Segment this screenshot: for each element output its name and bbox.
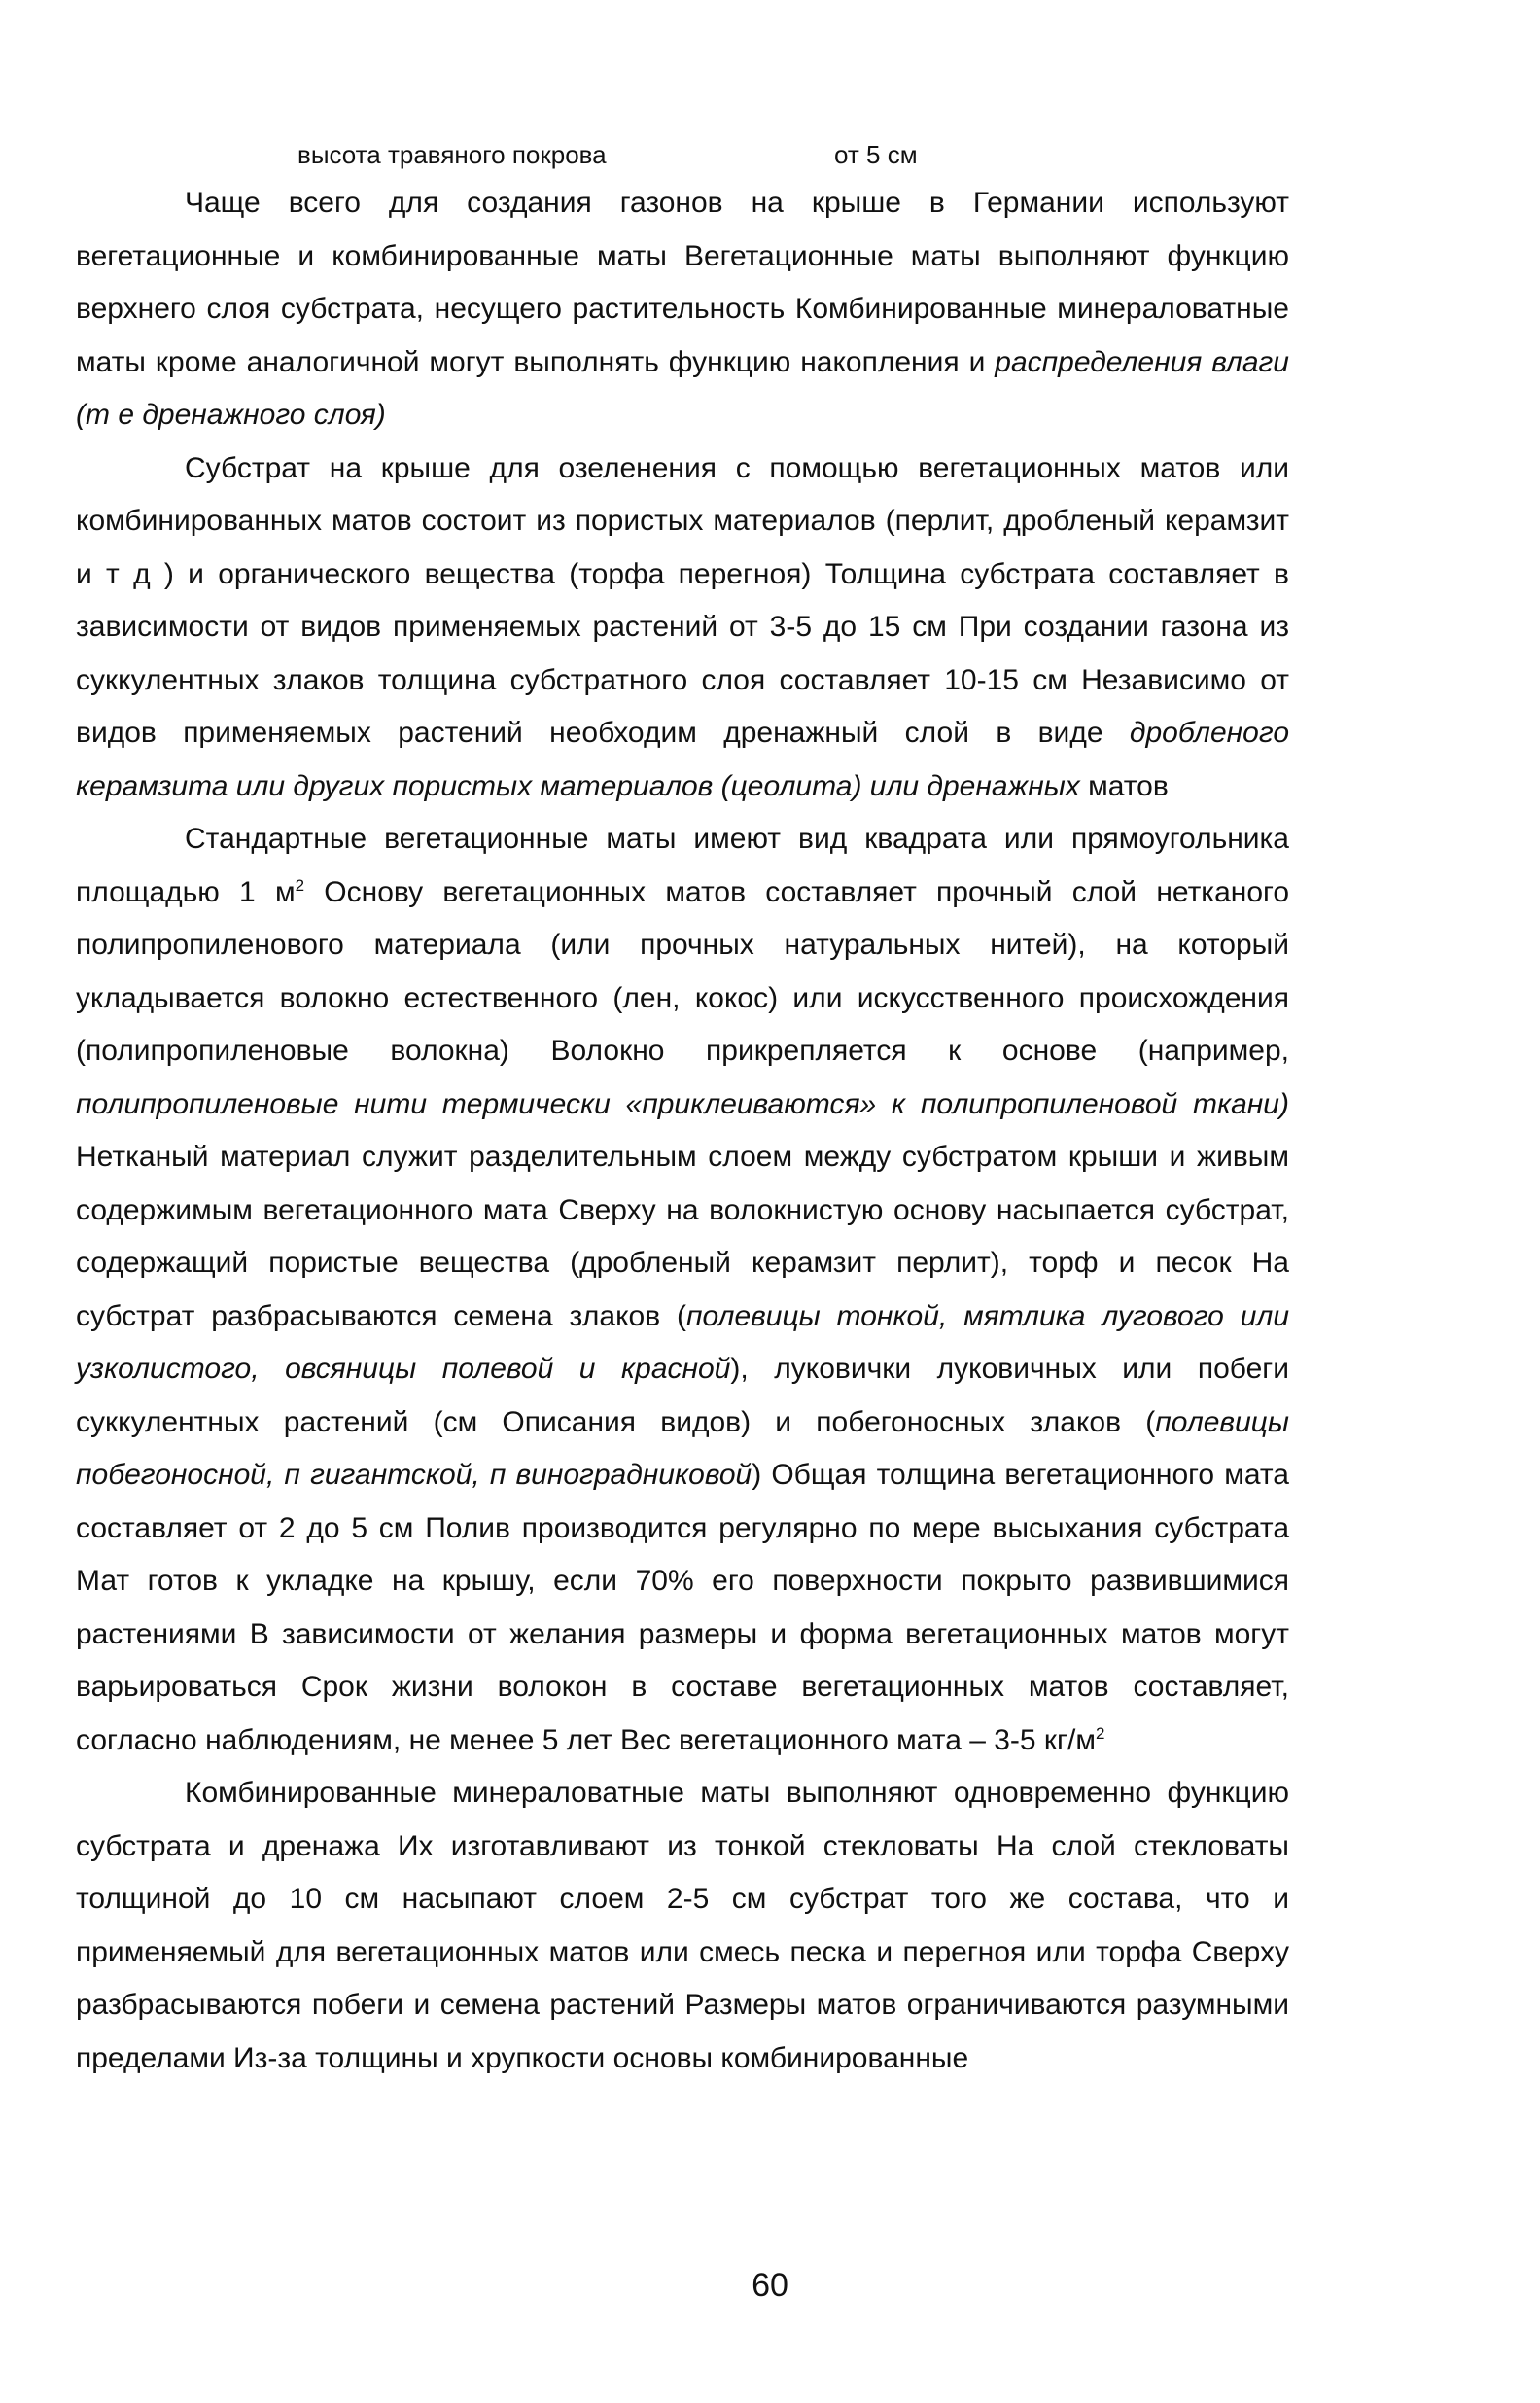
text-segment: Нетканый материал служит разделительным слоем между субстратом крыши и живым содержимым вегетационного мата Сверху на волокнистую основу насыпается субстрат, содержащий пористые вещества (дробленый керамзит перлит), торф и песок На субстрат разбрасываются семена злаков ( bbox=[76, 1141, 1289, 1332]
text-segment-italic: полипропиленовые нити термически «приклеиваются» к полипропиленовой ткани) bbox=[76, 1087, 1289, 1120]
superscript: 2 bbox=[1095, 1723, 1105, 1743]
text-segment: ) Общая толщина вегетационного мата составляет от 2 до 5 см Полив производится регулярно по мере высыхания субстрата Мат готов к укладке на крышу, если 70% его поверхности покрыто развившимися растениями В зависимости от желания размеры и форма вегетационных матов могут варьироваться Срок жизни волокон в составе вегетационных матов составляет, согласно наблюдениям, не менее 5 лет Вес вегетационного мата – 3-5 кг/м bbox=[76, 1459, 1289, 1756]
paragraph bbox=[76, 442, 1289, 814]
header-label: высота травяного покрова bbox=[298, 140, 607, 169]
paragraph bbox=[76, 813, 1289, 1767]
text-segment: Чаще всего для создания газонов на крыше в Германии используют вегетационные и комбинированные маты Вегетационные маты выполняют функцию верхнего слоя субстрата, несущего растительность Комбинированные минераловатные маты кроме аналогичной могут выполнять функцию накопления и bbox=[76, 187, 1289, 378]
text-segment: матов bbox=[1079, 769, 1169, 802]
document-body bbox=[76, 128, 1289, 2085]
text-segment-italic: дробленого керамзита или других пористых материалов (цеолита) или дренажных bbox=[76, 717, 1289, 802]
superscript: 2 bbox=[295, 875, 305, 895]
text-segment: Субстрат на крыше для озеленения с помощью вегетационных матов или комбинированных матов состоит из пористых материалов (перлит, дробленый керамзит и т д ) и органического вещества (торфа перегноя) Толщина субстрата составляет в зависимости от видов применяемых растений от 3-5 до 15 см При создании газона из суккулентных злаков толщина субстратного слоя составляет 10-15 см Независимо от видов применяемых растений необходим дренажный слой в виде bbox=[76, 451, 1289, 749]
text-segment-italic: распределения влаги (т е дренажного слоя) bbox=[76, 345, 1289, 431]
page-number: 60 bbox=[752, 2267, 788, 2304]
paragraph bbox=[76, 177, 1289, 442]
text-segment-italic: полевицы побегоносной, п гигантской, п виноградниковой bbox=[76, 1405, 1289, 1491]
text-segment-italic: полевицы тонкой, мятлика лугового или узколистого, овсяницы полевой и красной bbox=[76, 1299, 1289, 1385]
text-segment: Стандартные вегетационные маты имеют вид квадрата или прямоугольника площадью 1 м bbox=[76, 823, 1289, 908]
text-segment: ), луковички луковичных или побеги суккулентных растений (см Описания видов) и побегоносных злаков ( bbox=[76, 1353, 1289, 1438]
paragraph bbox=[76, 1767, 1289, 2085]
text-segment: Основу вегетационных матов составляет прочный слой нетканого полипропиленового материала (или прочных натуральных нитей), на который укладывается волокно естественного (лен, кокос) или искусственного происхождения (полипропиленовые волокна) Волокно прикрепляется к основе (например, bbox=[76, 875, 1289, 1067]
text-segment: Комбинированные минераловатные маты выполняют одновременно функцию субстрата и дренажа Их изготавливают из тонкой стекловаты На слой стекловаты толщиной до 10 см насыпают слоем 2-5 см субстрат того же состава, что и применяемый для вегетационных матов или смесь песка и перегноя или торфа Сверху разбрасываются побеги и семена растений Размеры матов ограничиваются разумными пределами Из-за толщины и хрупкости основы комбинированные bbox=[76, 1777, 1289, 2074]
header-value: от 5 см bbox=[834, 140, 918, 169]
